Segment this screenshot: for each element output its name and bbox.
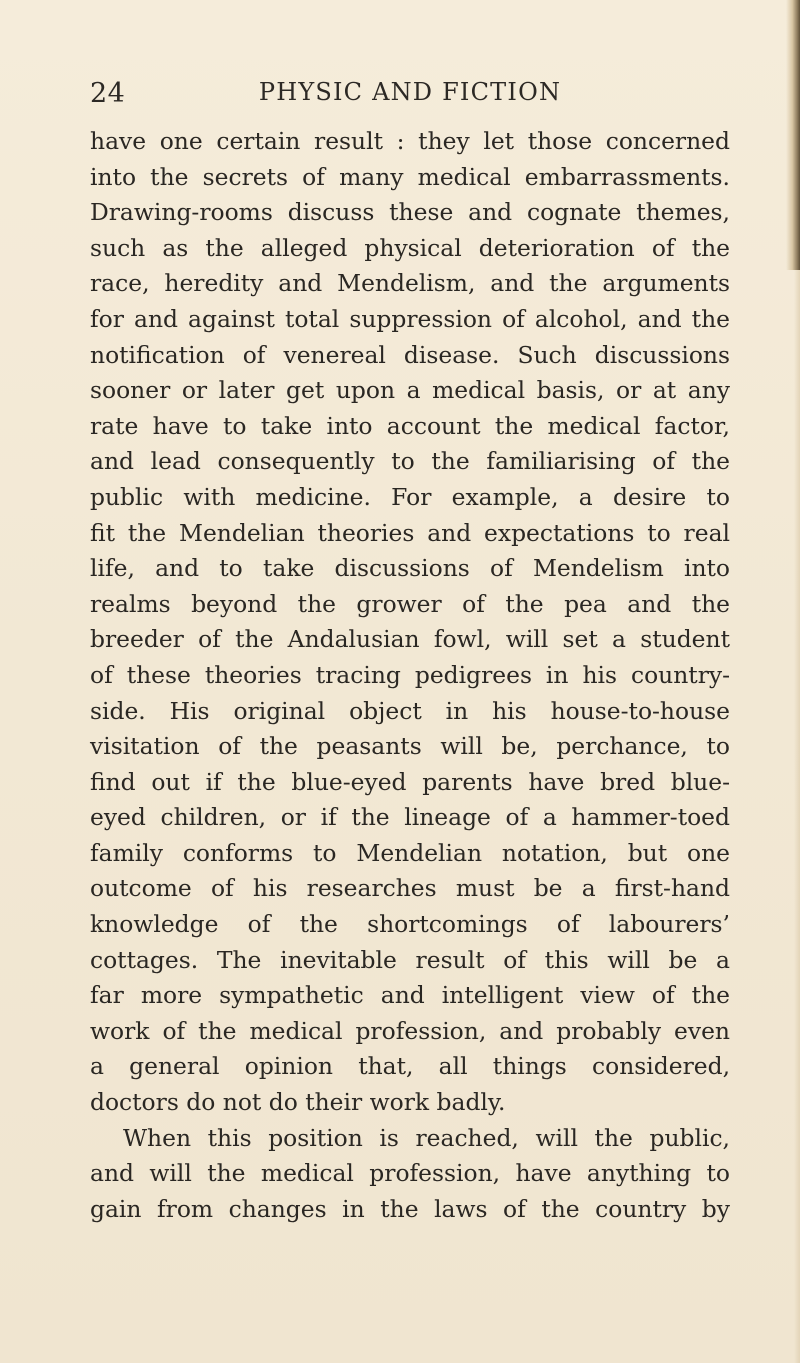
- text-line: into the secrets of many medical embarrassments.: [90, 162, 730, 191]
- text-line: eyed children, or if the lineage of a hammer-toed: [90, 803, 730, 832]
- text-line: and will the medical profession, have anything to: [90, 1159, 730, 1188]
- text-line: rate have to take into account the medical factor,: [90, 411, 730, 440]
- text-line: public with medicine. For example, a desire to: [90, 482, 730, 511]
- running-head: PHYSIC AND FICTION: [258, 78, 562, 106]
- page-header: [90, 78, 730, 118]
- page-number: 24: [90, 78, 126, 109]
- text-line: doctors do not do their work badly.: [90, 1088, 506, 1117]
- text-line: such as the alleged physical deterioration of the: [90, 233, 730, 262]
- page-edge-tint: [794, 270, 800, 1363]
- text-line: work of the medical profession, and probably even: [90, 1016, 730, 1045]
- text-line: a general opinion that, all things considered,: [90, 1052, 730, 1081]
- text-line: far more sympathetic and intelligent view of the: [90, 981, 730, 1010]
- text-line: side. His original object in his house-to-house: [90, 696, 730, 725]
- text-line: for and against total suppression of alcohol, and the: [90, 304, 730, 333]
- text-line: cottages. The inevitable result of this will be a: [90, 945, 730, 974]
- text-line: have one certain result : they let those concerned: [90, 127, 730, 155]
- text-line: visitation of the peasants will be, perchance, to: [90, 732, 730, 761]
- text-line: knowledge of the shortcomings of labourers’: [90, 910, 730, 939]
- text-line: find out if the blue-eyed parents have bred blue-: [90, 767, 730, 796]
- text-line: sooner or later get upon a medical basis, or at any: [90, 376, 730, 405]
- text-line: and lead consequently to the familiarising of the: [90, 447, 730, 476]
- text-line: Drawing-rooms discuss these and cognate themes,: [90, 198, 730, 227]
- text-line: family conforms to Mendelian notation, but one: [90, 838, 730, 867]
- text-line: When this position is reached, will the public,: [123, 1123, 730, 1152]
- text-line: life, and to take discussions of Mendelism into: [90, 554, 730, 583]
- text-line: realms beyond the grower of the pea and the: [90, 589, 730, 618]
- page-edge-shadow: [786, 0, 800, 270]
- text-line: of these theories tracing pedigrees in his country-: [90, 660, 730, 689]
- text-line: gain from changes in the laws of the country by: [90, 1194, 730, 1223]
- text-line: race, heredity and Mendelism, and the arguments: [90, 269, 730, 298]
- text-line: fit the Mendelian theories and expectations to real: [90, 518, 730, 547]
- text-line: notification of venereal disease. Such discussions: [90, 340, 730, 369]
- text-line: breeder of the Andalusian fowl, will set a student: [90, 625, 730, 654]
- text-line: outcome of his researches must be a first-hand: [90, 874, 730, 903]
- body-text: [90, 124, 730, 1227]
